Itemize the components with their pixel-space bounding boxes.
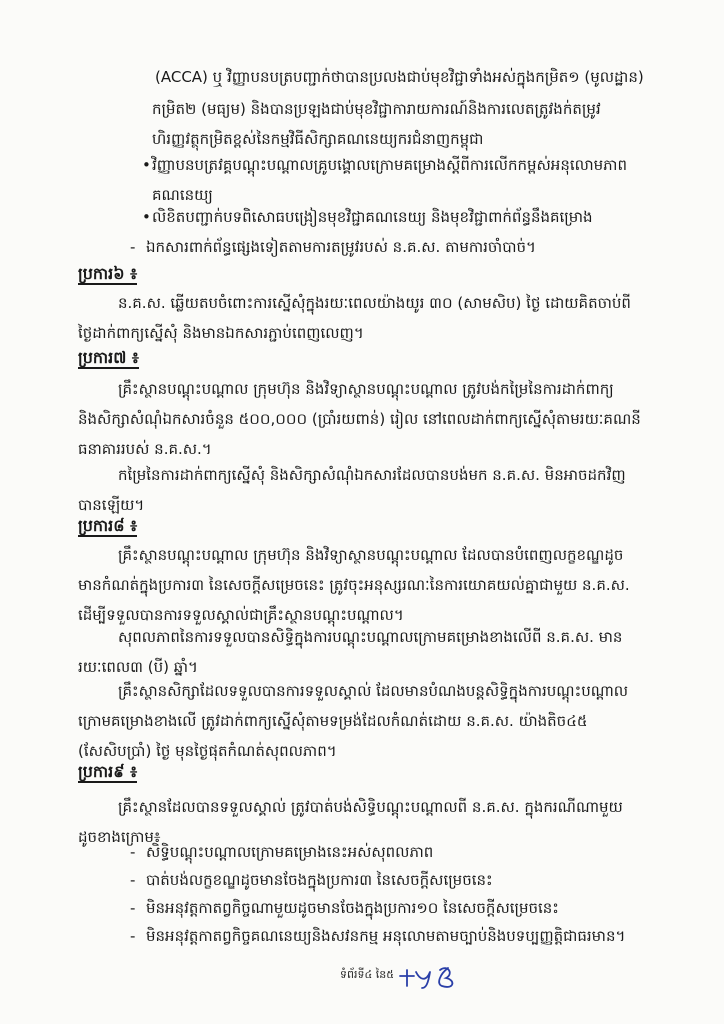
- dash-line: - ឯកសារពាក់ព័ន្ធផ្សេងទៀតតាមការតម្រូវរបស់ ន.គ.ស. តាមការចាំបាច់។: [146, 232, 638, 262]
- text-line: សុពលភាពនៃការទទួលបានសិទ្ធិក្នុងការបណ្តុះបណ្តាលក្រោមគម្រោងខាងលើពី ន.គ.ស. មាន: [118, 628, 623, 646]
- text-line: ដើម្បីទទួលបានការទទួលស្គាល់ជាគ្រឹះស្ថានបណ្តុះបណ្តាល។: [78, 606, 404, 624]
- text-line: (សែសិបប្រាំ) ថ្ងៃ មុនថ្ងៃផុតកំណត់សុពលភាព។: [78, 742, 337, 760]
- article-7-body-2: [78, 460, 644, 520]
- list-item: - មិនអនុវត្តកាតព្វកិច្ចណាមួយដូចមានចែងក្នុងប្រការ១០ នៃសេចក្តីសម្រេចនេះ: [146, 894, 646, 922]
- text-line: និងសិក្សាសំណុំឯកសារចំនួន ៥០០,០០០ (ប្រាំរយពាន់) រៀល នៅពេលដាក់ពាក្យស្នើសុំតាមរយៈគណនី: [78, 410, 641, 428]
- text-line: គ្រឹះស្ថានបណ្តុះបណ្តាល ក្រុមហ៊ុន និងវិទ្យាស្ថានបណ្តុះបណ្តាល ដែលបានបំពេញលក្ខខណ្ឌដូច: [118, 546, 624, 564]
- heading-text: ប្រការ៨ ៖: [78, 516, 138, 535]
- bullet-line: • វិញ្ញាបនបត្រវគ្គបណ្តុះបណ្តាលគ្រូបង្គោលក្រោមគម្រោងស្តីពីការលើកកម្ពស់អនុលោមភាព: [152, 150, 644, 180]
- text-line: គ្រឹះស្ថានសិក្សាដែលទទួលបានការទទួលស្គាល់ ដែលមានបំណងបន្តសិទ្ធិក្នុងការបណ្តុះបណ្តាល: [118, 682, 629, 700]
- article-7-heading: [78, 346, 139, 370]
- dash-item: [146, 232, 638, 262]
- text-line: កម្រិត២ (មធ្យម) និងបានប្រឡងជាប់មុខវិជ្ជាការាយការណ៍និងការលេតត្រូវងក់តម្រូវ: [152, 100, 601, 118]
- article-8-heading: [78, 514, 137, 538]
- article-5-continuation: [155, 62, 645, 92]
- article-9-list: [146, 838, 646, 950]
- list-item: - មិនអនុវត្តកាតព្វកិច្ចគណនេយ្យនិងសវនកម្ម អនុលោមតាមច្បាប់និងបទប្បញ្ញត្តិជាធរមាន។: [146, 922, 646, 950]
- article-7-body: [78, 374, 644, 464]
- article-5-continuation-2: [152, 94, 644, 154]
- text-line: ថ្ងៃដាក់ពាក្យស្នើសុំ និងមានឯកសារភ្ជាប់ពេញលេញ។: [78, 324, 364, 342]
- text-line: ដូចខាងក្រោម៖: [78, 828, 161, 846]
- handwritten-initials: [396, 960, 476, 990]
- bullet-item: [152, 202, 644, 232]
- text-line: គ្រឹះស្ថានបណ្តុះបណ្តាល ក្រុមហ៊ុន និងវិទ្យាស្ថានបណ្តុះបណ្តាល ត្រូវបង់កម្រៃនៃការដាក់ពាក្យ: [118, 380, 614, 398]
- page-number: ទំព័រទី៤ នៃ៥: [340, 968, 394, 981]
- bullet-item: [152, 150, 644, 210]
- heading-text: ប្រការ៦ ៖: [78, 264, 138, 283]
- heading-text: ប្រការ៩ ៖: [78, 762, 138, 781]
- heading-text: ប្រការ៧ ៖: [78, 348, 139, 367]
- text-line: ធនាគាររបស់ ន.គ.ស.។: [78, 440, 212, 458]
- article-8-body: [78, 540, 644, 630]
- list-item: - បាត់បង់លក្ខខណ្ឌដូចមានចែងក្នុងប្រការ៣ នៃសេចក្តីសម្រេចនេះ: [146, 866, 646, 894]
- text-line: (ACCA) ឬ វិញ្ញាបនបត្របញ្ជាក់ថាបានប្រលងជាប់មុខវិជ្ជាទាំងអស់ក្នុងកម្រិត១ (មូលដ្ឋាន): [155, 68, 644, 86]
- text-line: មានកំណត់ក្នុងប្រការ៣ នៃសេចក្តីសម្រេចនេះ ត្រូវចុះអនុស្សរណៈនៃការយោគយល់គ្នាជាមួយ ន.គ.ស.: [78, 576, 630, 594]
- article-6-body: [78, 288, 644, 348]
- text-line: គ្រឹះស្ថានដែលបានទទួលស្គាល់ ត្រូវបាត់បង់សិទ្ធិបណ្តុះបណ្តាលពី ន.គ.ស. ក្នុងករណីណាមួយ: [118, 798, 623, 816]
- article-8-body-2: [78, 622, 644, 682]
- text-line: ហិរញ្ញវត្ថុកម្រិតខ្ពស់នៃកម្មវិធីសិក្សាគណនេយ្យករជំនាញកម្ពុជា: [152, 130, 484, 148]
- list-item: - សិទ្ធិបណ្តុះបណ្តាលក្រោមគម្រោងនេះអស់សុពលភាព: [146, 838, 646, 866]
- article-6-heading: [78, 262, 137, 286]
- text-line: កម្រៃនៃការដាក់ពាក្យស្នើសុំ និងសិក្សាសំណុំឯកសារដែលបានបង់មក ន.គ.ស. មិនអាចដកវិញ: [118, 466, 626, 484]
- text-line: គណនេយ្យ: [152, 186, 213, 204]
- article-9-heading: [78, 760, 137, 784]
- bullet-line: • លិខិតបញ្ជាក់បទពិសោធបង្រៀនមុខវិជ្ជាគណនេយ្យ និងមុខវិជ្ជាពាក់ព័ន្ធនឹងគម្រោង: [152, 202, 644, 232]
- text-line: រយៈពេល៣ (បី) ឆ្នាំ។: [78, 658, 198, 676]
- article-8-body-3: [78, 676, 644, 766]
- text-line: បានឡើយ។: [78, 496, 145, 514]
- text-line: ន.គ.ស. ឆ្លើយតបចំពោះការស្នើសុំក្នុងរយៈពេលយ៉ាងយូរ ៣០ (សាមសិប) ថ្ងៃ ដោយគិតចាប់ពី: [118, 294, 631, 312]
- text-line: ក្រោមគម្រោងខាងលើ ត្រូវដាក់ពាក្យស្នើសុំតាមទម្រង់ដែលកំណត់ដោយ ន.គ.ស. យ៉ាងតិច៤៥: [78, 712, 588, 730]
